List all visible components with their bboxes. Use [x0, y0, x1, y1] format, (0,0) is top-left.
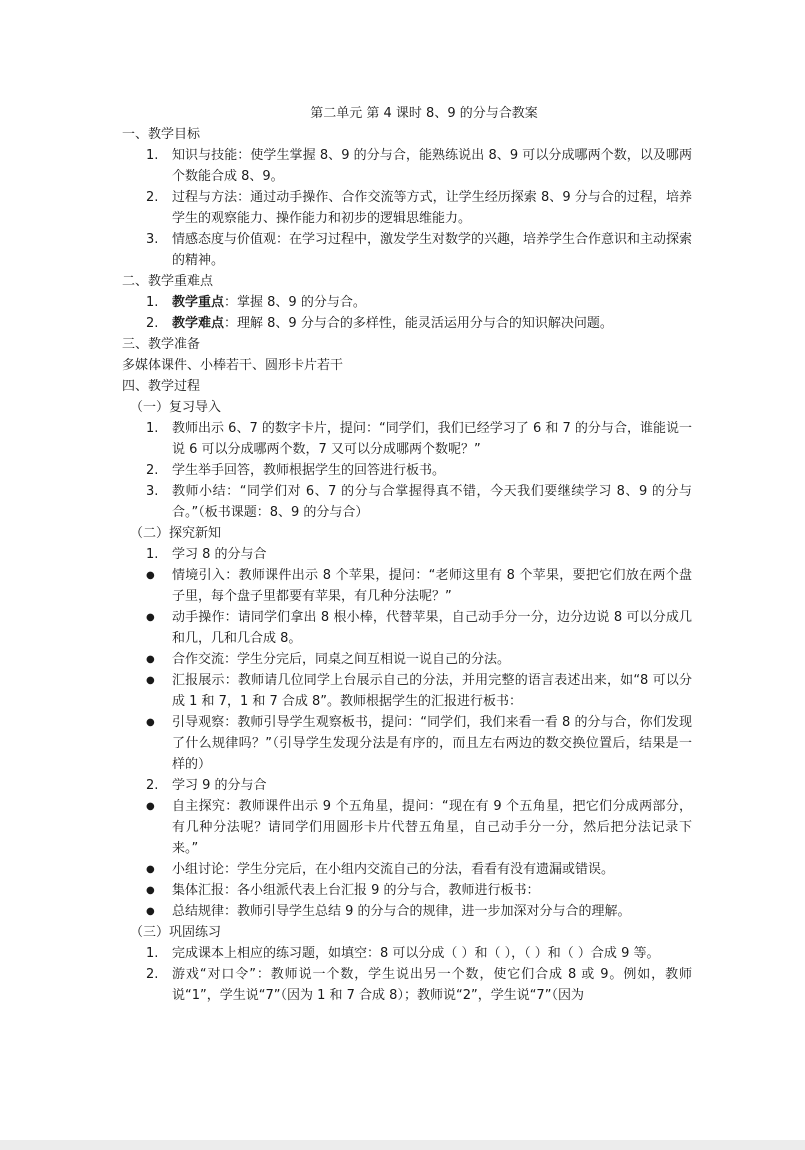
list-item [122, 460, 692, 481]
list-text: 过程与方法：通过动手操作、合作交流等方式，让学生经历探索 8、9 分与合的过程，培养学生的观察能力、操作能力和初步的逻辑思维能力。 [172, 190, 692, 226]
bold-label: 教学难点 [172, 316, 225, 331]
bullet-text: 合作交流：学生分完后，同桌之间互相说一说自己的分法。 [172, 652, 511, 667]
list-text [172, 292, 692, 313]
section-heading-preparation: 三、教学准备 [122, 337, 201, 352]
list-text: 情感态度与价值观：在学习过程中，激发学生对数学的兴趣，培养学生合作意识和主动探索的精神。 [172, 232, 693, 268]
bullet-dot: ● [146, 864, 155, 875]
bullet-text: 情境引入：教师课件出示 8 个苹果，提问：“老师这里有 8 个苹果，要把它们放在两个盘子里，每个盘子里都要有苹果，有几种分法呢？” [172, 568, 692, 604]
document-body [122, 103, 692, 1006]
list-text: 学习 9 的分与合 [172, 778, 267, 793]
list-number: 1. [146, 148, 159, 163]
list-number: 2. [146, 190, 159, 205]
bullet-item [122, 607, 692, 649]
list-item [122, 481, 692, 523]
list-number: 3. [146, 232, 159, 247]
bullet-dot: ● [146, 801, 155, 812]
list-item [122, 544, 692, 565]
bullet-text: 动手操作：请同学们拿出 8 根小棒，代替苹果，自己动手分一分，边分边说 8 可以分成几和几，几和几合成 8。 [172, 610, 692, 646]
list-item [122, 292, 692, 313]
bullet-dot: ● [146, 570, 155, 581]
subsection-heading-practice: （三）巩固练习 [130, 925, 222, 940]
section-heading-process: 四、教学过程 [122, 379, 201, 394]
list-text-body: ：理解 8、9 分与合的多样性，能灵活运用分与合的知识解决问题。 [224, 316, 613, 331]
list-item [122, 964, 692, 1006]
bullet-dot: ● [146, 654, 155, 665]
subsection-heading-explore: （二）探究新知 [130, 526, 222, 541]
list-text: 教师小结：“同学们对 6、7 的分与合掌握得真不错，今天我们要继续学习 8、9 的分与合。”（板书课题：8、9 的分与合） [172, 484, 692, 520]
preparation-text: 多媒体课件、小棒若干、圆形卡片若干 [122, 358, 344, 373]
section-heading-objectives: 一、教学目标 [122, 127, 201, 142]
page-title: 第二单元 第 4 课时 8、9 的分与合教案 [310, 106, 538, 121]
list-number: 1. [146, 421, 159, 436]
bullet-item [122, 880, 692, 901]
list-item [122, 229, 692, 271]
list-item [122, 187, 692, 229]
bullet-dot: ● [146, 612, 155, 623]
bullet-item [122, 649, 692, 670]
page-bottom-edge [0, 1140, 805, 1150]
list-number: 2. [146, 967, 159, 982]
subsection-heading-review: （一）复习导入 [130, 400, 222, 415]
bullet-item [122, 670, 692, 712]
list-text: 游戏“对口令”：教师说一个数，学生说出另一个数，使它们合成 8 或 9。例如，教师说“1”，学生说“7”（因为 1 和 7 合成 8）；教师说“2”，学生说“7”（因为 [172, 967, 692, 1003]
bullet-item [122, 712, 692, 775]
bullet-dot: ● [146, 906, 155, 917]
list-number: 1. [146, 946, 159, 961]
bullet-text: 引导观察：教师引导学生观察板书，提问：“同学们，我们来看一看 8 的分与合，你们发现了什么规律吗？”（引导学生发现分法是有序的，而且左右两边的数交换位置后，结果是一样的） [172, 715, 692, 772]
list-item [122, 775, 692, 796]
list-text-body: ：掌握 8、9 的分与合。 [224, 295, 366, 310]
bullet-item [122, 859, 692, 880]
bullet-text: 集体汇报：各小组派代表上台汇报 9 的分与合，教师进行板书： [172, 883, 540, 898]
list-text: 完成课本上相应的练习题，如填空：8 可以分成（ ）和（ ），（ ）和（ ）合成 9 等。 [172, 946, 660, 961]
bullet-dot: ● [146, 717, 155, 728]
bullet-dot: ● [146, 675, 155, 686]
bold-label: 教学重点 [172, 295, 225, 310]
list-text: 学生举手回答，教师根据学生的回答进行板书。 [172, 463, 446, 478]
list-text: 教师出示 6、7 的数字卡片，提问：“同学们，我们已经学习了 6 和 7 的分与合，谁能说一说 6 可以分成哪两个数，7 又可以分成哪两个数呢？” [172, 421, 692, 457]
bullet-dot: ● [146, 885, 155, 896]
list-item [122, 943, 692, 964]
list-number: 3. [146, 484, 159, 499]
list-text: 知识与技能：使学生掌握 8、9 的分与合，能熟练说出 8、9 可以分成哪两个数，以及哪两个数能合成 8、9。 [172, 148, 692, 184]
list-item [122, 313, 692, 334]
list-number: 2. [146, 778, 159, 793]
bullet-text: 汇报展示：教师请几位同学上台展示自己的分法，并用完整的语言表述出来，如“8 可以分成 1 和 7，1 和 7 合成 8”。教师根据学生的汇报进行板书： [172, 673, 692, 709]
list-number: 2. [146, 463, 159, 478]
bullet-item [122, 796, 692, 859]
bullet-text: 总结规律：教师引导学生总结 9 的分与合的规律，进一步加深对分与合的理解。 [172, 904, 631, 919]
bullet-text: 小组讨论：学生分完后，在小组内交流自己的分法，看看有没有遗漏或错误。 [172, 862, 615, 877]
list-text [172, 313, 692, 334]
list-item [122, 418, 692, 460]
list-text: 学习 8 的分与合 [172, 547, 267, 562]
section-heading-key-points: 二、教学重难点 [122, 274, 214, 289]
list-number: 2. [146, 316, 159, 331]
bullet-item [122, 565, 692, 607]
list-number: 1. [146, 547, 159, 562]
bullet-text: 自主探究：教师课件出示 9 个五角星，提问：“现在有 9 个五角星，把它们分成两部分，有几种分法呢？请同学们用圆形卡片代替五角星，自己动手分一分，然后把分法记录下来。” [172, 799, 692, 856]
list-number: 1. [146, 295, 159, 310]
list-item [122, 145, 692, 187]
bullet-item [122, 901, 692, 922]
